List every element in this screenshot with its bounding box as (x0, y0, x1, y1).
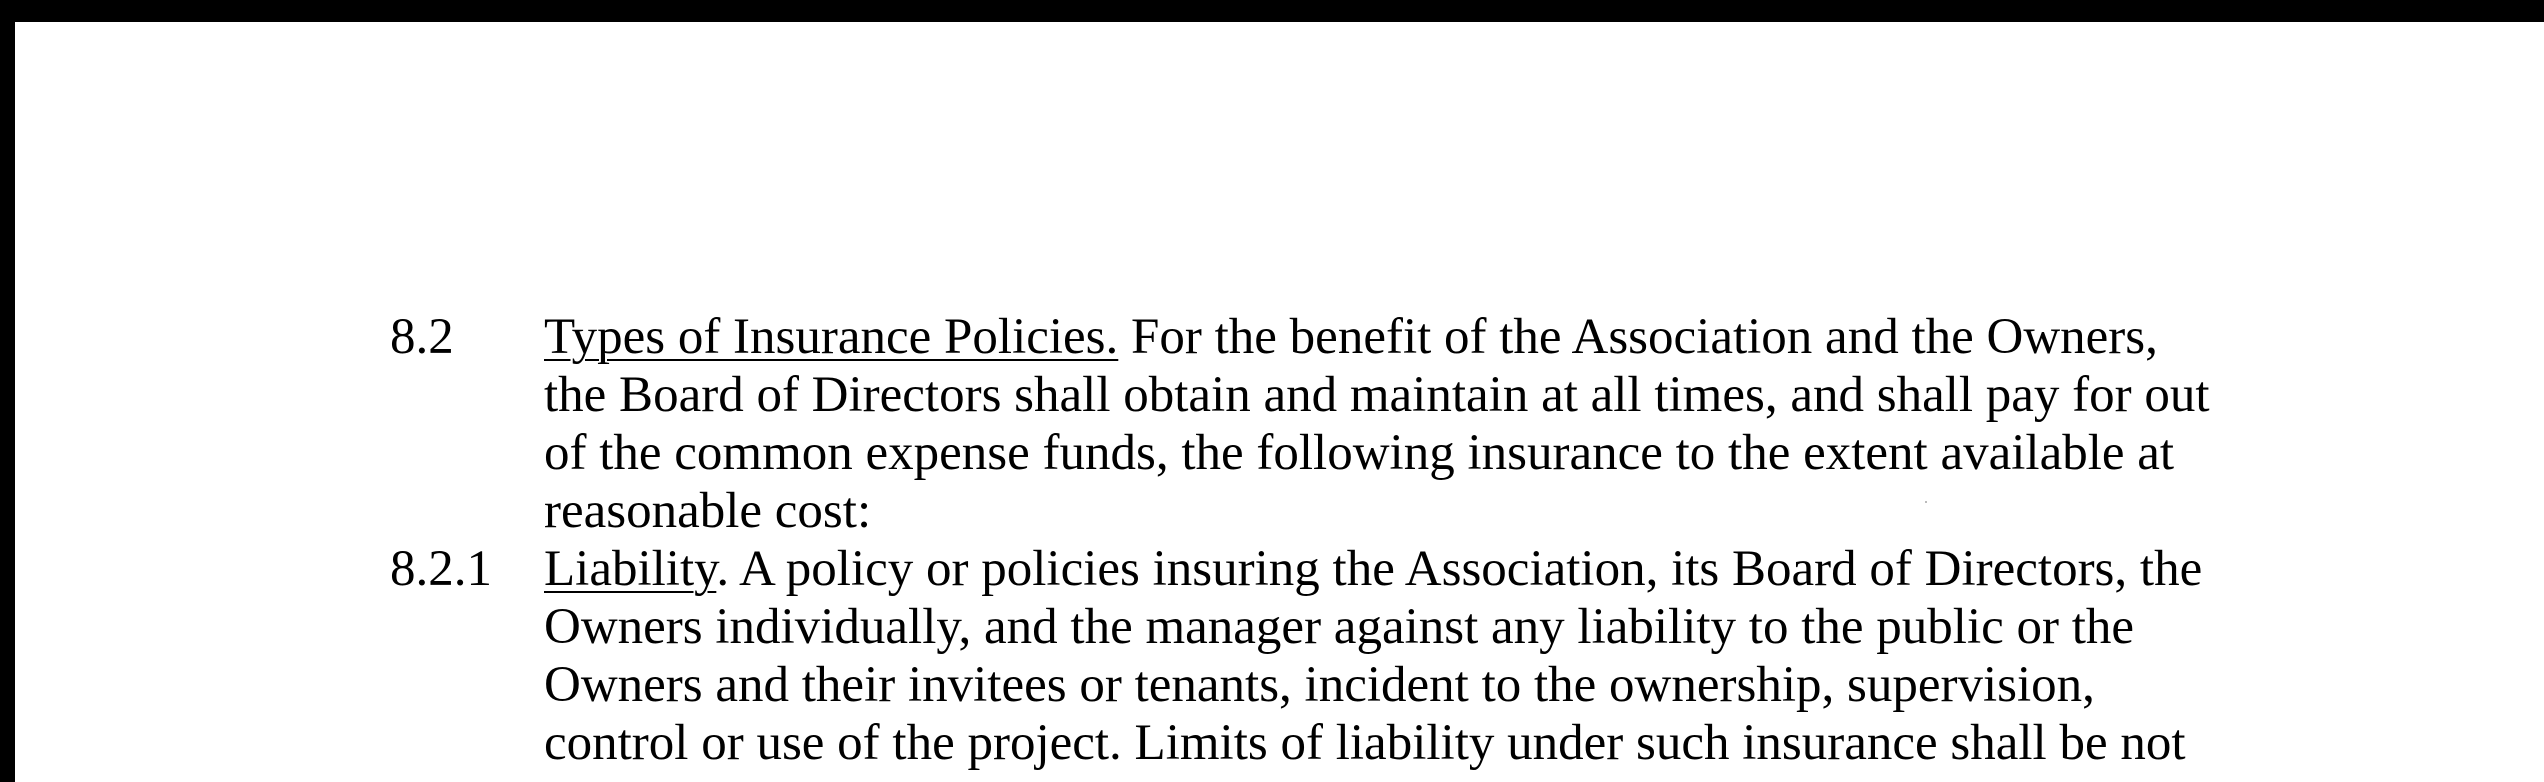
section-line: Owners individually, and the manager against any liability to the public or the (544, 599, 2135, 655)
section-heading: Liability (544, 541, 717, 597)
section-line: of the common expense funds, the following insurance to the extent available at (544, 425, 2175, 481)
section-line (544, 540, 2202, 598)
section-line: Owners and their invitees or tenants, incident to the ownership, supervision, (544, 657, 2095, 713)
section-line: reasonable cost: (544, 483, 872, 539)
section-line: control or use of the project. Limits of liability under such insurance shall be not (544, 715, 2186, 771)
section-line (544, 308, 2210, 366)
section-line: the Board of Directors shall obtain and maintain at all times, and shall pay for out (544, 367, 2210, 423)
section-body (544, 308, 2210, 540)
section-heading: Types of Insurance Policies. (544, 309, 1119, 365)
section-number: 8.2.1 (390, 541, 492, 597)
section-body (544, 540, 2202, 772)
section-number: 8.2 (390, 309, 454, 365)
section-text: . A policy or policies insuring the Association, its Board of Directors, the (716, 541, 2203, 597)
section-text: For the benefit of the Association and the Owners, (1118, 309, 2158, 365)
scan-speck (1925, 501, 1927, 503)
